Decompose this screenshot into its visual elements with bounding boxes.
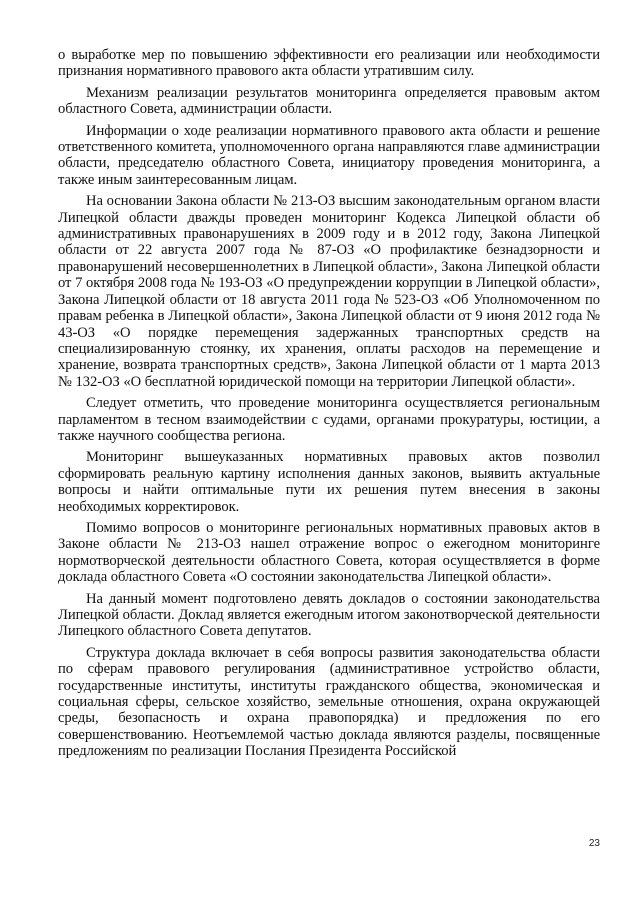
- paragraph-monitoring-laws: На основании Закона области № 213-ОЗ высшим законодательным органом власти Липецкой области дважды проведен мониторинг Кодекса Липецкой области об административных правонарушениях в 2009 году и в 2012 году, Закона Липецкой области от 22 августа 2007 года № 87-ОЗ «О профилактике безнадзорности и правонарушений несовершеннолетних в Липецкой области», Закона Липецкой области от 7 октября 2008 года № 193-ОЗ «О предупреждении коррупции в Липецкой области», Закона Липецкой области от 18 августа 2011 года № 523-ОЗ «Об Уполномоченном по правам ребенка в Липецкой области», Закона Липецкой области от 9 июня 2012 года № 43-ОЗ «О порядке перемещения задержанных транспортных средств на специализированную стоянку, их хранения, оплаты расходов на перемещение и хранение, возврата транспортных средств», Закона Липецкой области от 1 марта 2013 № 132-ОЗ «О бесплатной юридической помощи на территории Липецкой области».: [58, 193, 600, 390]
- page-number: 23: [588, 838, 600, 849]
- paragraph-reports: На данный момент подготовлено девять докладов о состоянии законодательства Липецкой области. Доклад является ежегодным итогом законотворческой деятельности Липецкого областного Совета депутатов.: [58, 590, 600, 640]
- paragraph-continuation: о выработке мер по повышению эффективности его реализации или необходимости признания нормативного правового акта области утратившим силу.: [58, 47, 600, 80]
- paragraph-mechanism: Механизм реализации результатов мониторинга определяется правовым актом областного Совета, администрации области.: [58, 84, 600, 118]
- paragraph-annual-monitoring: Помимо вопросов о мониторинге региональных нормативных правовых актов в Законе области № 213-ОЗ нашел отражение вопрос о ежегодном мониторинге нормотворческой деятельности областного Совета, которая осуществляется в форме доклада областного Совета «О состоянии законодательства Липецкой области».: [58, 519, 600, 586]
- paragraph-report-structure: Структура доклада включает в себя вопросы развития законодательства области по сферам правового регулирования (административное устройство области, государственные институты, институты гражданского общества, экономическая и социальная сферы, сельское хозяйство, земельные отношения, охрана окружающей среды, безопасность и охрана правопорядка) и предложения по его совершенствованию. Неотъемлемой частью доклада являются разделы, посвященные предложениям по реализации Послания Президента Российской: [58, 644, 600, 760]
- paragraph-information: Информации о ходе реализации нормативного правового акта области и решение ответственного комитета, уполномоченного органа направляются главе администрации области, председателю областного Совета, инициатору проведения мониторинга, а также иным заинтересованным лицам.: [58, 122, 600, 188]
- paragraph-cooperation: Следует отметить, что проведение мониторинга осуществляется региональным парламентом в тесном взаимодействии с судами, органами прокуратуры, юстиции, а также научного сообщества региона.: [58, 395, 600, 444]
- paragraph-monitoring-results: Мониторинг вышеуказанных нормативных правовых актов позволил сформировать реальную картину исполнения данных законов, выявить актуальные вопросы и найти оптимальные пути их решения путем внесения в законы необходимых корректировок.: [58, 449, 600, 515]
